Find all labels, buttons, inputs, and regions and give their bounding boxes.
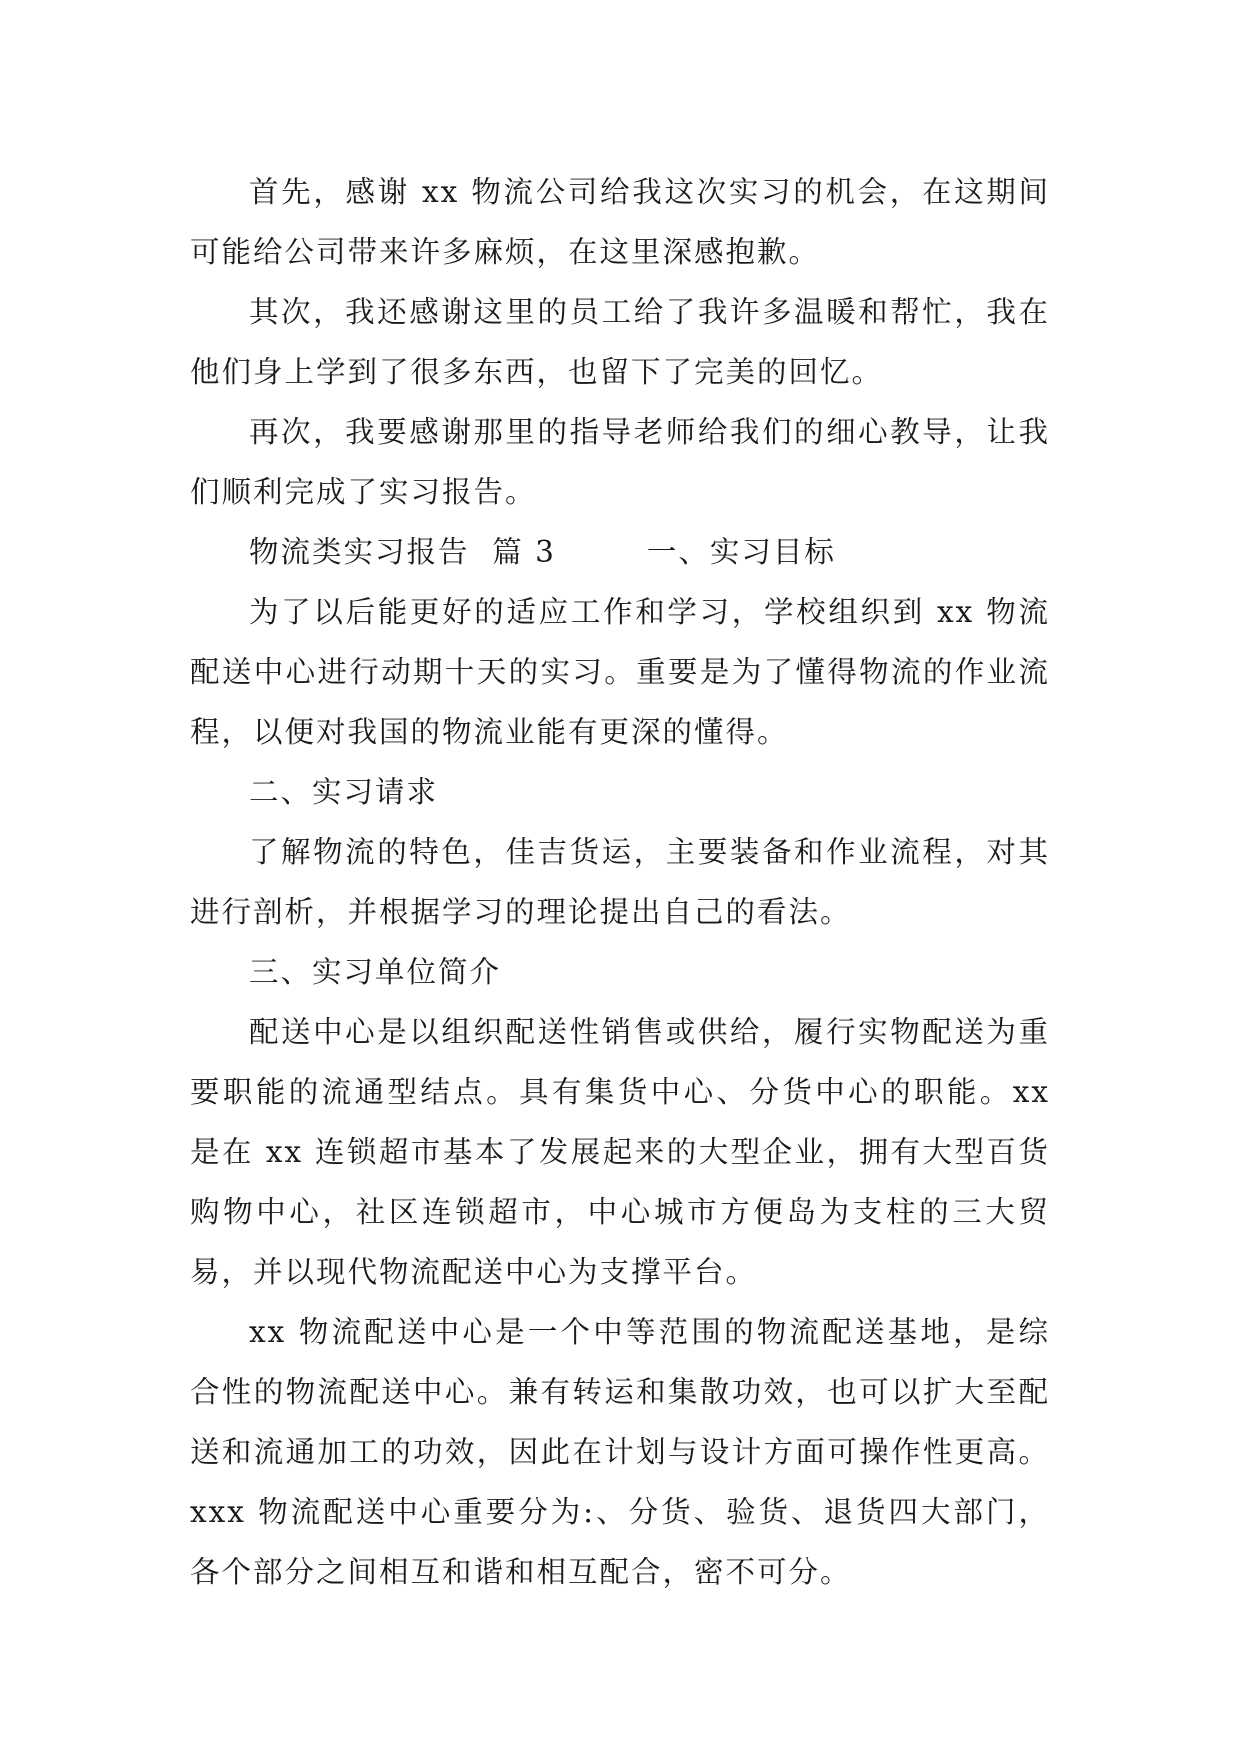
section-heading-requirements: 二、实习请求 bbox=[249, 775, 439, 809]
paragraph-internship-goal: 为了以后能更好的适应工作和学习，学校组织到 xx 物流配送中心进行动期十天的实习。重要是为了懂得物流的作业流程，以便对我国的物流业能有更深的懂得。 bbox=[190, 595, 1050, 749]
paragraph-logistics-base: xx 物流配送中心是一个中等范围的物流配送基地，是综合性的物流配送中心。兼有转运和集散功效，也可以扩大至配送和流通加工的功效，因此在计划与设计方面可操作性更高。xxx 物流配送中心重要分为:、分货、验货、退货四大部门，各个部分之间相互和谐和相互配合，密不可分。 bbox=[190, 1315, 1050, 1589]
section-heading-unit-intro: 三、实习单位简介 bbox=[249, 955, 502, 989]
paragraph-thanks-teacher: 再次，我要感谢那里的指导老师给我们的细心教导，让我们顺利完成了实习报告。 bbox=[190, 415, 1050, 509]
paragraph-thanks-staff: 其次，我还感谢这里的员工给了我许多温暖和帮忙，我在他们身上学到了很多东西，也留下了完美的回忆。 bbox=[190, 295, 1050, 389]
document-body bbox=[190, 162, 1050, 1602]
paragraph-thanks-company: 首先，感谢 xx 物流公司给我这次实习的机会，在这期间可能给公司带来许多麻烦，在这里深感抱歉。 bbox=[190, 175, 1050, 269]
section-heading-report-3: 物流类实习报告 篇 3 一、实习目标 bbox=[249, 535, 836, 569]
paragraph-distribution-center: 配送中心是以组织配送性销售或供给，履行实物配送为重要职能的流通型结点。具有集货中心、分货中心的职能。xx 是在 xx 连锁超市基本了发展起来的大型企业，拥有大型百货购物中心，社区连锁超市，中心城市方便岛为支柱的三大贸易，并以现代物流配送中心为支撑平台。 bbox=[190, 1015, 1050, 1289]
paragraph-requirements: 了解物流的特色，佳吉货运，主要装备和作业流程，对其进行剖析，并根据学习的理论提出自己的看法。 bbox=[190, 835, 1050, 929]
